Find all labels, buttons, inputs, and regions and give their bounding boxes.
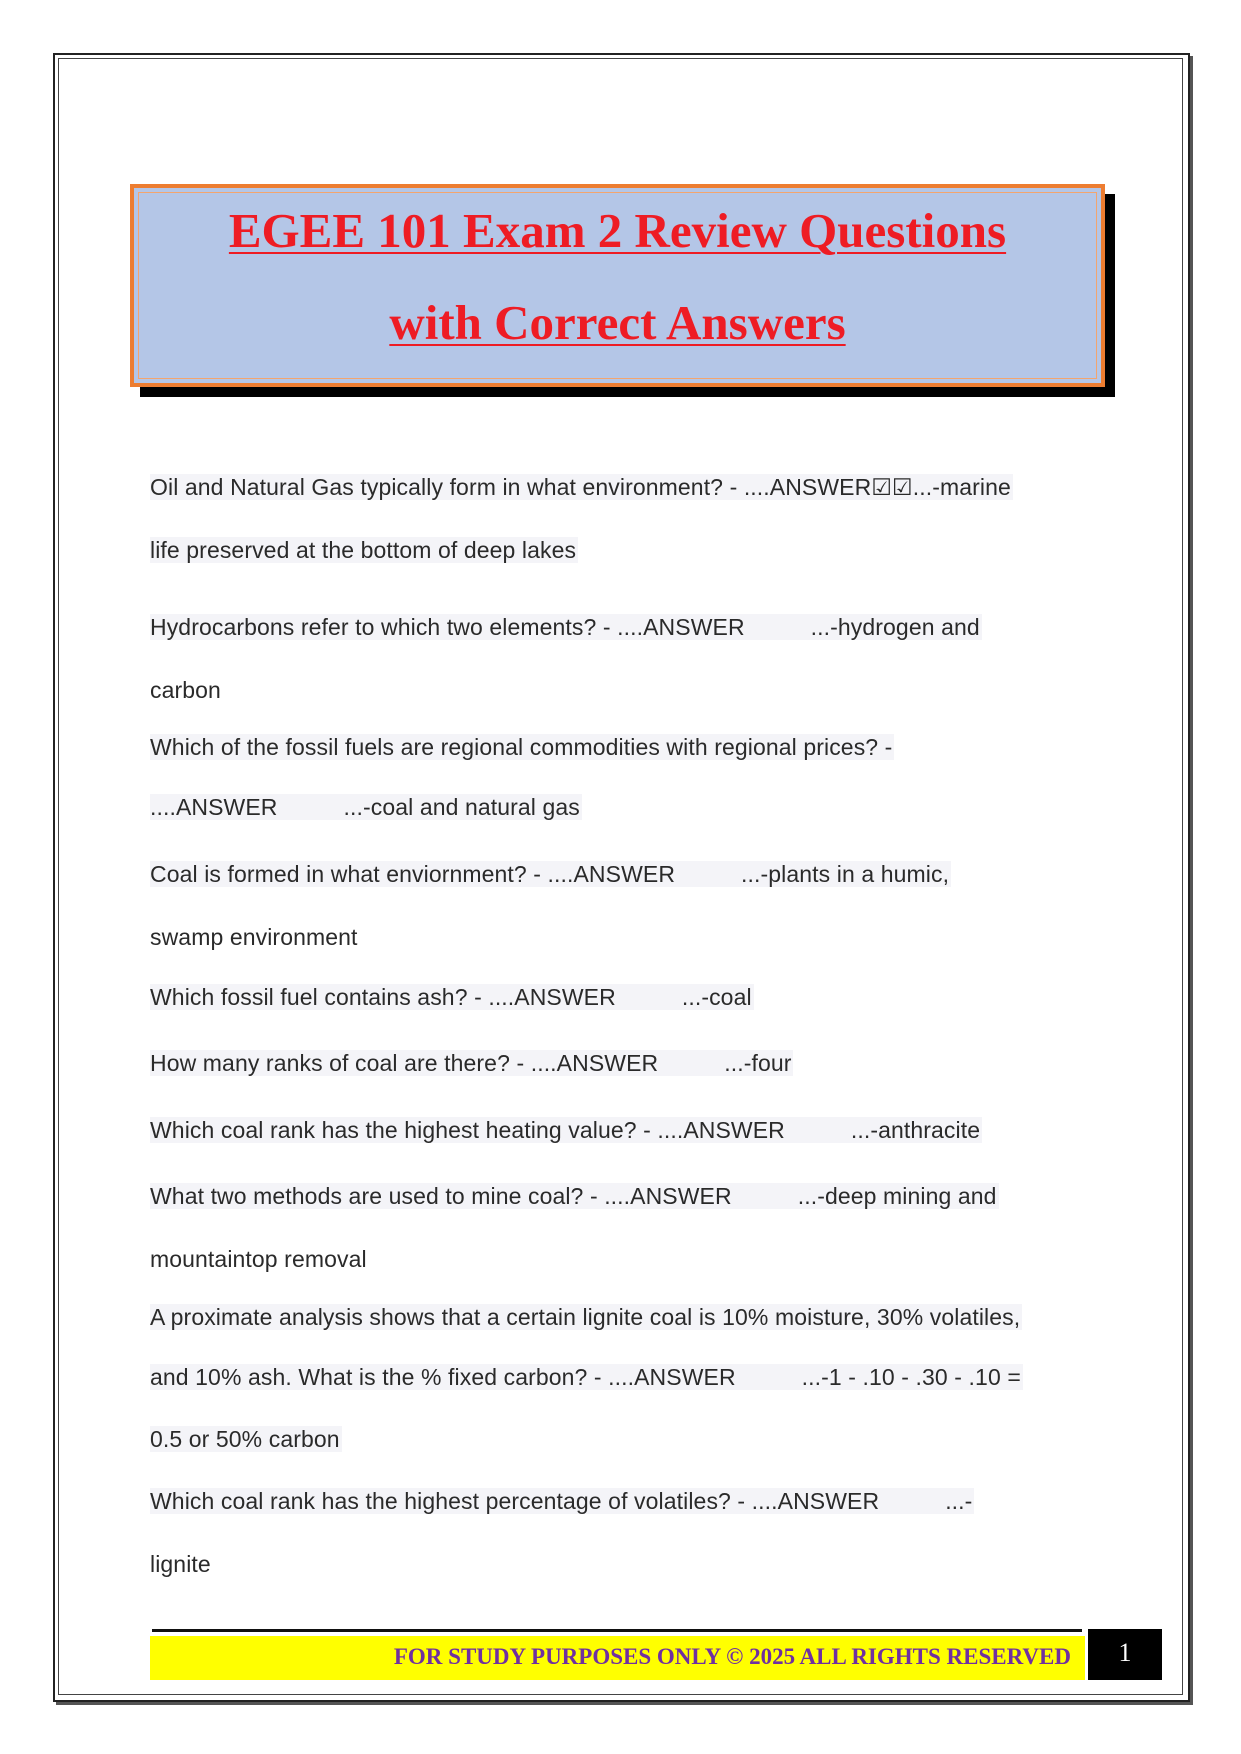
question-text: Coal is formed in what enviornment? - ....ANSWER bbox=[150, 861, 676, 887]
qa-item-8-question bbox=[150, 1179, 999, 1213]
answer-text: mountaintop removal bbox=[150, 1246, 367, 1272]
qa-item-3-answer bbox=[150, 790, 582, 824]
answer-text: ...-coal and natural gas bbox=[343, 794, 580, 820]
answer-text: ...-anthracite bbox=[850, 1117, 981, 1143]
qa-item-2-answer bbox=[150, 673, 221, 707]
qa-item-1-answer bbox=[150, 533, 578, 567]
title-box bbox=[130, 184, 1105, 387]
answer-text: carbon bbox=[150, 677, 221, 703]
qa-item-5 bbox=[150, 980, 754, 1014]
qa-item-6 bbox=[150, 1046, 793, 1080]
question-text: and 10% ash. What is the % fixed carbon? - ....ANSWER bbox=[150, 1364, 736, 1390]
qa-item-9-answer bbox=[150, 1422, 342, 1456]
question-text: Which coal rank has the highest percentage of volatiles? - ....ANSWER bbox=[150, 1488, 880, 1514]
answer-text: ...-hydrogen and bbox=[810, 614, 980, 640]
footer-text: FOR STUDY PURPOSES ONLY © 2025 ALL RIGHTS RESERVED bbox=[393, 1644, 1071, 1669]
answer-text: 0.5 or 50% carbon bbox=[150, 1426, 340, 1452]
page-number: 1 bbox=[1118, 1638, 1132, 1667]
answer-text: life preserved at the bottom of deep lakes bbox=[150, 537, 577, 563]
question-text: Which fossil fuel contains ash? - ....ANSWER bbox=[150, 984, 616, 1010]
answer-text: ...-plants in a humic, bbox=[741, 861, 950, 887]
document-title-line-2: with Correct Answers bbox=[389, 295, 846, 350]
qa-item-4-answer bbox=[150, 920, 358, 954]
answer-text: ...- bbox=[945, 1488, 973, 1514]
answer-text: ...-deep mining and bbox=[797, 1183, 997, 1209]
question-text: Hydrocarbons refer to which two elements? - ....ANSWER bbox=[150, 614, 745, 640]
footer-bar bbox=[150, 1636, 1085, 1680]
answer-text: lignite bbox=[150, 1551, 211, 1577]
question-text: Which coal rank has the highest heating value? - ....ANSWER bbox=[150, 1117, 785, 1143]
qa-item-9-question bbox=[150, 1300, 1022, 1334]
qa-item-4-question bbox=[150, 857, 951, 891]
question-text: ....ANSWER bbox=[150, 794, 278, 820]
question-text: Which of the fossil fuels are regional commodities with regional prices? - bbox=[150, 734, 893, 760]
question-text: What two methods are used to mine coal? - ....ANSWER bbox=[150, 1183, 732, 1209]
answer-text: swamp environment bbox=[150, 924, 358, 950]
answer-text: ...-coal bbox=[681, 984, 752, 1010]
question-text: Oil and Natural Gas typically form in what environment? - ....ANSWER☑☑...-marine bbox=[150, 474, 1011, 500]
qa-item-3-question bbox=[150, 730, 894, 764]
qa-item-2-question bbox=[150, 610, 982, 644]
qa-item-9-question-continued bbox=[150, 1360, 1023, 1394]
answer-text: ...-four bbox=[724, 1050, 792, 1076]
footer-rule bbox=[152, 1629, 1082, 1632]
question-text: How many ranks of coal are there? - ....ANSWER bbox=[150, 1050, 659, 1076]
qa-item-10-question bbox=[150, 1484, 974, 1518]
answer-text: ...-1 - .10 - .30 - .10 = bbox=[801, 1364, 1021, 1390]
qa-item-10-answer bbox=[150, 1547, 211, 1581]
document-title-line-1: EGEE 101 Exam 2 Review Questions bbox=[228, 203, 1007, 258]
qa-item-7 bbox=[150, 1113, 982, 1147]
page-number-box bbox=[1088, 1629, 1162, 1680]
qa-item-8-answer bbox=[150, 1242, 367, 1276]
qa-item-1-question bbox=[150, 470, 1013, 504]
question-text: A proximate analysis shows that a certain lignite coal is 10% moisture, 30% volatiles, bbox=[150, 1304, 1021, 1330]
